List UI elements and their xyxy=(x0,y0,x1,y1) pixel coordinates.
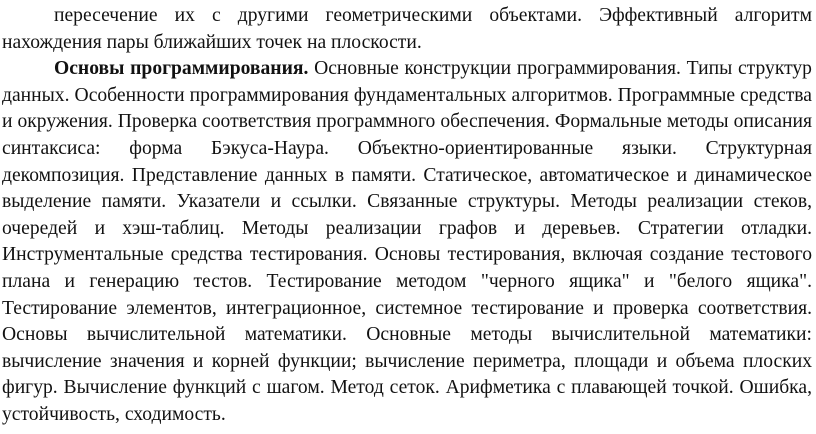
section-body-programming-basics: Основные конструкции программирования. Типы структур данных. Особенности программирования фундаментальных алгоритмов. Программные средства и окружения. Проверка соответствия программного обеспечения. Формальные методы описания синтаксиса: форма Бэкуса-Наура. Объектно-ориентированные языки. Структурная декомпозиция. Представление данных в памяти. Статическое, автоматическое и динамическое выделение памяти. Указатели и ссылки. Связанные структуры. Методы реализации стеков, очередей и хэш-таблиц. Методы реализации графов и деревьев. Стратегии отладки. Инструментальные средства тестирования. Основы тестирования, включая создание тестового плана и генерацию тестов. Тестирование методом "черного ящика" и "белого ящика". Тестирование элементов, интеграционное, системное тестирование и проверка соответствия. Основы вычислительной математики. Основные методы вычислительной математики: вычисление значения и корней функции; вычисление периметра, площади и объема плоских фигур. Вычисление функций с шагом. Метод сеток. Арифметика с плавающей точкой. Ошибка, устойчивость, сходимость. xyxy=(2,58,812,425)
section-heading-programming-basics: Основы программирования. xyxy=(54,58,309,80)
paragraph-geometry-continuation: пересечение их с другими геометрическими объектами. Эффективный алгоритм нахождения пары ближайших точек на плоскости. xyxy=(2,5,812,53)
paragraph-programming-basics xyxy=(2,56,812,428)
document-page xyxy=(2,3,812,429)
